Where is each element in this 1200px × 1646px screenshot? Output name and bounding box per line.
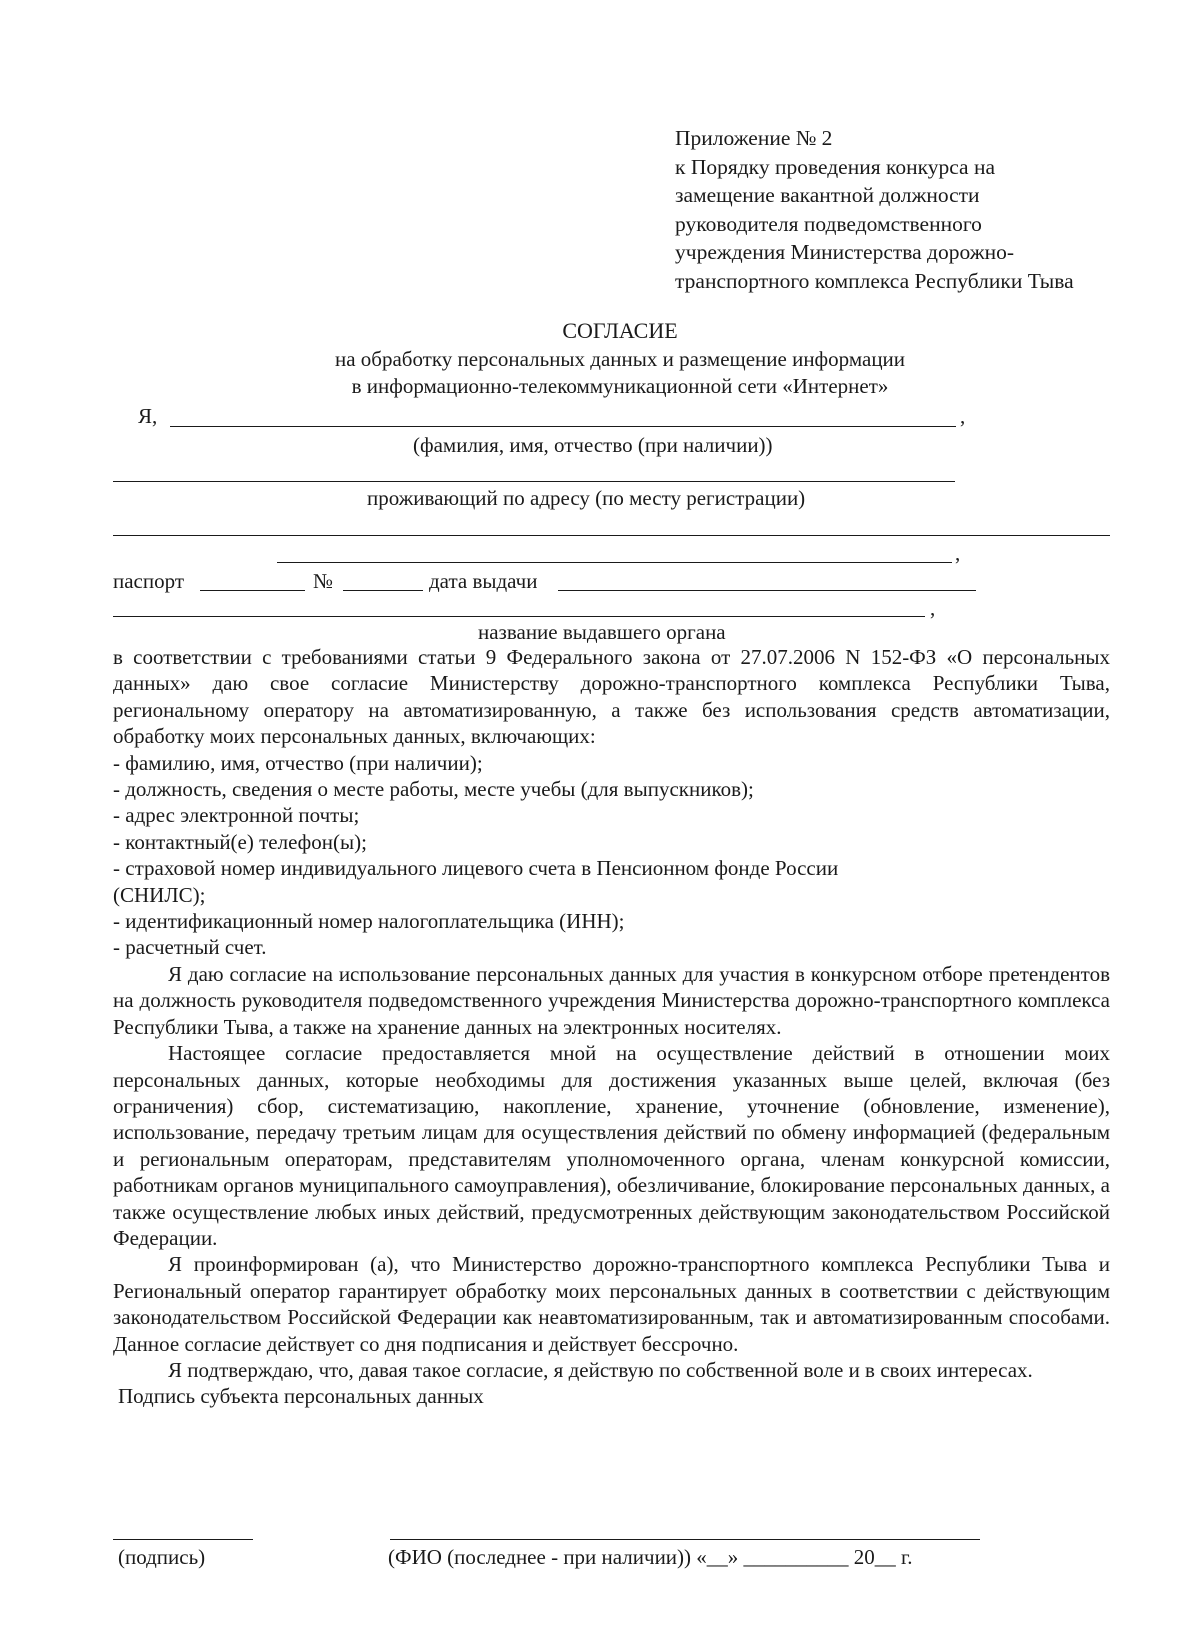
list-item: - идентификационный номер налогоплательщика (ИНН); — [113, 909, 625, 934]
annex-line: учреждения Министерства дорожно- — [675, 240, 1014, 264]
consent-body — [113, 644, 1110, 1410]
i-label: Я, — [138, 404, 158, 428]
document-subtitle-2: в информационно-телекоммуникационной сети «Интернет» — [351, 374, 889, 398]
annex-line: транспортного комплекса Республики Тыва — [675, 268, 1074, 293]
list-item: - расчетный счет. — [113, 935, 267, 960]
issuer-caption: название выдавшего органа — [478, 620, 726, 644]
passport-series-line[interactable] — [200, 590, 305, 591]
annex-line: замещение вакантной должности — [675, 183, 980, 207]
annex-block — [675, 124, 1074, 295]
paragraph-actions: Настоящее согласие предоставляется мной на осуществление действий в отношении моих персональных данных, которые необходимы для достижения указанных выше целей, включая (без ограничения) сбор, систематизацию, накопление, хранение, уточнение (обновление, изменение), использование, передачу третьим лицам для осуществления действий по обмену информацией (федеральным и региональным операторам, представителям уполномоченного органа, членам конкурсной комиссии, работникам органов муниципального самоуправления), обезличивание, блокирование персональных данных, а также осуществление любых иных действий, предусмотренных действующим законодательством Российской Федерации. — [113, 1041, 1110, 1250]
list-item: - страховой номер индивидуального лицевого счета в Пенсионном фонде России — [113, 856, 839, 881]
paragraph-confirm: Я подтверждаю, что, давая такое согласие, я действую по собственной воле и в своих интересах. — [168, 1357, 1033, 1382]
issuer-fill-line[interactable] — [113, 616, 925, 617]
intro-paragraph: в соответствии с требованиями статьи 9 Федерального закона от 27.07.2006 N 152-ФЗ «О персональных данных» даю свое согласие Министерству дорожно-транспортного комплекса Республики Тыва, региональному оператору на автоматизированную, а также без использования средств автоматизации, обработку моих персональных данных, включающих: — [113, 645, 1110, 749]
annex-line: Приложение № 2 — [675, 126, 833, 150]
passport-number-label: № — [313, 569, 334, 593]
comma: , — [930, 596, 936, 620]
issue-date-label: дата выдачи — [429, 569, 538, 593]
issue-date-line[interactable] — [558, 590, 976, 591]
paragraph-usage: Я даю согласие на использование персональных данных для участия в конкурсном отборе претендентов на должность руководителя подведомственного учреждения Министерства дорожно-транспортного комплекса Республики Тыва, а также на хранение данных на электронных носителях. — [113, 961, 1110, 1039]
signature-line[interactable] — [113, 1539, 253, 1540]
fio-caption: (фамилия, имя, отчество (при наличии)) — [413, 433, 773, 457]
signature-caption: (подпись) — [118, 1545, 206, 1569]
fio-signature-line[interactable] — [390, 1539, 980, 1540]
comma: , — [955, 541, 961, 565]
list-item: - должность, сведения о месте работы, месте учебы (для выпускников); — [113, 777, 754, 802]
fio-continuation-line[interactable] — [113, 481, 955, 482]
document-title: СОГЛАСИЕ — [562, 318, 678, 343]
passport-label: паспорт — [113, 569, 185, 593]
list-item: (СНИЛС); — [113, 882, 206, 907]
annex-line: руководителя подведомственного — [675, 211, 982, 236]
address-fill-line[interactable] — [113, 535, 1110, 536]
list-item: - адрес электронной почты; — [113, 803, 360, 828]
annex-line: к Порядку проведения конкурса на — [675, 154, 996, 179]
document-subtitle-1: на обработку персональных данных и размещение информации — [334, 347, 906, 371]
list-item: - контактный(е) телефон(ы); — [113, 829, 367, 854]
list-item: - фамилию, имя, отчество (при наличии); — [113, 750, 483, 775]
address-fill-line-2[interactable] — [277, 562, 952, 563]
paragraph-informed: Я проинформирован (а), что Министерство дорожно-транспортного комплекса Республики Тыва и Региональный оператор гарантирует обработку моих персональных данных в соответствии с действующим законодательством Российской Федерации как неавтоматизированным, так и автоматизированным способами. Данное согласие действует со дня подписания и действует бессрочно. — [113, 1252, 1110, 1356]
fio-fill-line[interactable] — [170, 426, 956, 427]
passport-number-line[interactable] — [343, 590, 423, 591]
signature-heading: Подпись субъекта персональных данных — [118, 1384, 484, 1409]
comma: , — [960, 404, 966, 428]
address-caption: проживающий по адресу (по месту регистрации) — [367, 486, 806, 510]
fio-date-caption: (ФИО (последнее - при наличии)) «__» __________ 20__ г. — [388, 1545, 913, 1569]
